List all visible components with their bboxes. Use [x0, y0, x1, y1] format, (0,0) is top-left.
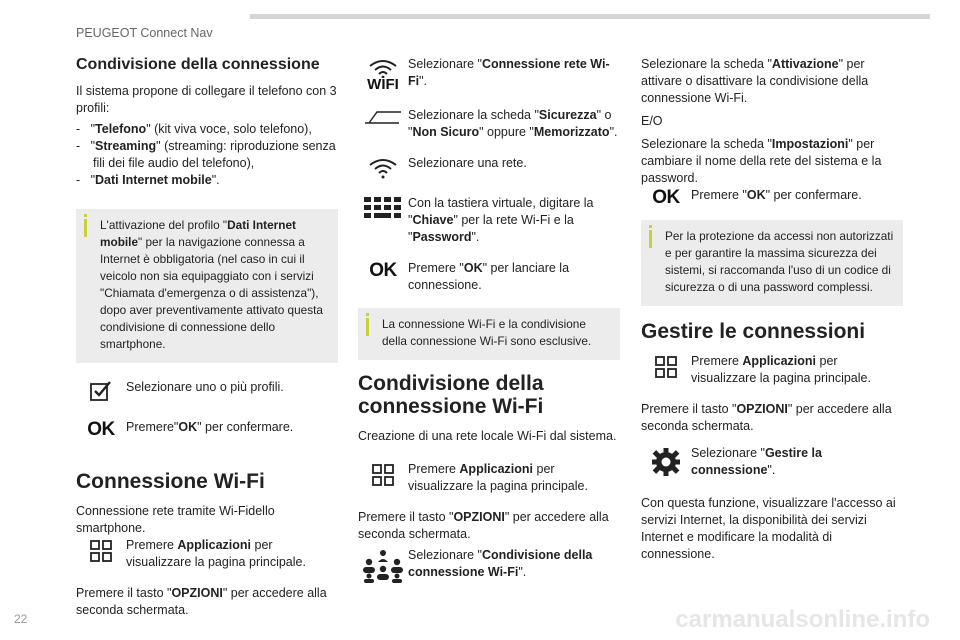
watermark: carmanualsonline.info	[675, 606, 930, 633]
profile-item	[76, 172, 338, 189]
text: Con la tastiera virtuale, digitare la "	[408, 196, 594, 227]
text-bold: OPZIONI	[736, 402, 788, 416]
manage-description: Con questa funzione, visualizzare l'accesso ai servizi Internet, la disponibilità dei servizi Internet e modificare la modalità di connessione.	[641, 496, 896, 561]
info-icon-dot	[84, 214, 87, 217]
profile-name: Dati Internet mobile	[95, 173, 212, 187]
header-rule	[250, 14, 930, 19]
quote: "	[90, 173, 96, 187]
info-text: " per la navigazione connessa a Internet è obbligatoria (nel caso in cui il veicolo non sia equipaggiato con i servizi "Chiamata d'emergenza o di assistenza"), dopo aver preventivamente attivato questa condivisione di connessione dello smartphone.	[100, 235, 323, 351]
text: Premere	[691, 354, 743, 368]
column-1	[76, 56, 338, 623]
share-intro: Creazione di una rete locale Wi-Fi dal sistema.	[358, 429, 617, 443]
step-confirm	[76, 419, 338, 438]
text: " per lanciare la connessione.	[408, 261, 570, 292]
text: Selezionare la scheda "	[641, 57, 772, 71]
info-icon-bar	[366, 318, 369, 336]
text: Premere	[126, 538, 178, 552]
info-text: La connessione Wi-Fi e la condivisione della connessione Wi-Fi sono esclusive.	[382, 317, 592, 348]
info-text: Per la protezione da accessi non autorizzati e per garantire la massima sicurezza dei sistemi, si raccomanda l'uso di un codice di sicurezza o di una password complessi.	[665, 229, 894, 294]
ok-icon	[358, 260, 408, 279]
step-text	[691, 187, 903, 204]
ok-icon	[76, 419, 126, 438]
text-bold: Applicazioni	[177, 538, 252, 552]
info-icon-bar	[84, 219, 87, 237]
ok-label: OK	[369, 260, 397, 281]
text: Selezionare la scheda "	[408, 108, 539, 122]
and-or: E/O	[641, 114, 663, 128]
wifi-intro: Connessione rete tramite Wi-Fidello smartphone.	[76, 504, 275, 535]
text-bold: Impostazioni	[771, 137, 849, 151]
gear-icon	[641, 445, 691, 477]
info-bold: Dati Internet mobile	[100, 218, 296, 249]
step-confirm	[641, 187, 903, 206]
wifi-icon	[358, 56, 408, 93]
step-text	[408, 107, 620, 141]
profile-list	[76, 121, 338, 189]
text: Premere"	[126, 420, 179, 434]
text-bold: Condivisione della connessione Wi-Fi	[408, 548, 593, 579]
text: " per confermare.	[197, 420, 294, 434]
info-icon-dot	[366, 313, 369, 316]
text-bold: Sicurezza	[538, 108, 597, 122]
text: per visualizzare la pagina principale.	[408, 462, 588, 493]
step-launch-connection	[358, 260, 620, 294]
applications-grid-icon	[641, 353, 691, 379]
heading-wifi-sharing: Condivisione della connessione Wi-Fi	[358, 372, 544, 418]
text: " per accedere alla seconda schermata.	[76, 586, 327, 617]
text: Premere il tasto "	[76, 586, 172, 600]
options-instruction	[641, 401, 903, 435]
text: ".	[471, 230, 480, 244]
step-select-network	[358, 155, 620, 179]
text-bold: Attivazione	[771, 57, 839, 71]
text: " per cambiare il nome della rete del sistema e la password.	[641, 137, 882, 185]
list-dash: -	[76, 173, 81, 187]
heading-connection-sharing: Condivisione della connessione	[76, 56, 320, 73]
text: per visualizzare la pagina principale.	[126, 538, 306, 569]
text: " o "	[408, 108, 612, 139]
text: Selezionare la scheda "	[641, 137, 772, 151]
ok-icon	[641, 187, 691, 206]
text-bold: Password	[412, 230, 472, 244]
options-instruction	[76, 585, 338, 619]
keyboard-icon	[358, 195, 408, 223]
step-select-profiles	[76, 379, 338, 401]
users-group-icon	[358, 547, 408, 583]
text-bold: Non Sicuro	[412, 125, 480, 139]
quote: "	[90, 122, 96, 136]
step-text	[126, 419, 338, 436]
profile-item	[76, 138, 338, 172]
text: per visualizzare la pagina principale.	[691, 354, 871, 385]
text: Selezionare "	[408, 57, 482, 71]
step-select-sharing	[358, 547, 620, 583]
text-bold: OK	[463, 261, 483, 275]
applications-grid-icon	[358, 461, 408, 487]
text: " oppure "	[479, 125, 534, 139]
heading-manage-connections: Gestire le connessioni	[641, 320, 866, 343]
step-text	[126, 537, 338, 571]
header-title: PEUGEOT Connect Nav	[76, 26, 213, 40]
text: ".	[767, 463, 776, 477]
step-virtual-keyboard	[358, 195, 620, 246]
text: Premere il tasto "	[358, 510, 454, 524]
profile-item	[76, 121, 338, 138]
text-bold: Applicazioni	[459, 462, 534, 476]
step-text	[408, 56, 620, 90]
step-text	[408, 260, 620, 294]
text-bold: OK	[746, 188, 766, 202]
list-dash: -	[76, 122, 81, 136]
text: Premere "	[691, 188, 747, 202]
step-security-tab	[358, 107, 620, 141]
text-bold: OPZIONI	[171, 586, 223, 600]
step-wifi-network	[358, 56, 620, 93]
step-applications	[76, 537, 338, 571]
options-instruction	[358, 509, 620, 543]
list-dash: -	[76, 139, 81, 153]
text-bold: OPZIONI	[453, 510, 505, 524]
ok-label: OK	[652, 187, 680, 208]
step-text	[408, 195, 620, 246]
tab-icon	[358, 107, 408, 125]
settings-instruction	[641, 136, 903, 187]
info-box-security	[641, 220, 903, 306]
info-icon-bar	[649, 230, 652, 248]
info-box-mobile-data	[76, 209, 338, 363]
text-bold: Connessione rete Wi-Fi	[408, 57, 610, 88]
text: ".	[518, 565, 527, 579]
step-text	[408, 461, 620, 495]
wifi-label: WIFI	[367, 76, 399, 93]
quote: "	[90, 139, 96, 153]
profile-desc: " (streaming: riproduzione senza fili dei file audio del telefono),	[93, 139, 336, 170]
step-text	[691, 353, 903, 387]
text: Premere "	[408, 261, 464, 275]
info-icon-dot	[649, 225, 652, 228]
checkbox-icon	[76, 379, 126, 401]
step-manage-connection	[641, 445, 903, 479]
text: Premere	[408, 462, 460, 476]
text-bold: Memorizzato	[533, 125, 610, 139]
step-text	[691, 445, 903, 479]
info-text: L'attivazione del profilo "	[100, 218, 228, 232]
step-text	[408, 547, 620, 581]
text-bold: Applicazioni	[742, 354, 817, 368]
ok-label: OK	[87, 419, 115, 440]
activation-instruction	[641, 56, 903, 107]
profile-desc: ".	[211, 173, 220, 187]
text: Selezionare "	[691, 446, 765, 460]
text: Selezionare "	[408, 548, 482, 562]
text: " per accedere alla seconda schermata.	[641, 402, 892, 433]
text-bold: OK	[178, 420, 198, 434]
profile-name: Streaming	[95, 139, 157, 153]
column-2	[358, 56, 620, 593]
step-applications	[641, 353, 903, 387]
page-number: 22	[14, 612, 28, 626]
text: " per attivare o disattivare la condivisione della connessione Wi-Fi.	[641, 57, 869, 105]
text-bold: Chiave	[412, 213, 454, 227]
text-bold: Gestire la connessione	[691, 446, 822, 477]
profiles-intro: Il sistema propone di collegare il telefono con 3 profili:	[76, 84, 337, 115]
text: ".	[609, 125, 618, 139]
step-text: Selezionare una rete.	[408, 156, 527, 170]
info-box-exclusive	[358, 308, 620, 360]
text: Premere il tasto "	[641, 402, 737, 416]
profile-name: Telefono	[95, 122, 147, 136]
heading-wifi-connection: Connessione Wi-Fi	[76, 470, 265, 493]
text: " per confermare.	[765, 188, 862, 202]
wifi-signal-icon	[358, 155, 408, 179]
profile-desc: " (kit viva voce, solo telefono),	[146, 122, 312, 136]
applications-grid-icon	[76, 537, 126, 563]
text: ".	[419, 74, 428, 88]
text: " per la rete Wi-Fi e la "	[408, 213, 574, 244]
column-3	[641, 56, 903, 567]
text: " per accedere alla seconda schermata.	[358, 510, 609, 541]
step-text: Selezionare uno o più profili.	[126, 380, 284, 394]
step-applications	[358, 461, 620, 495]
